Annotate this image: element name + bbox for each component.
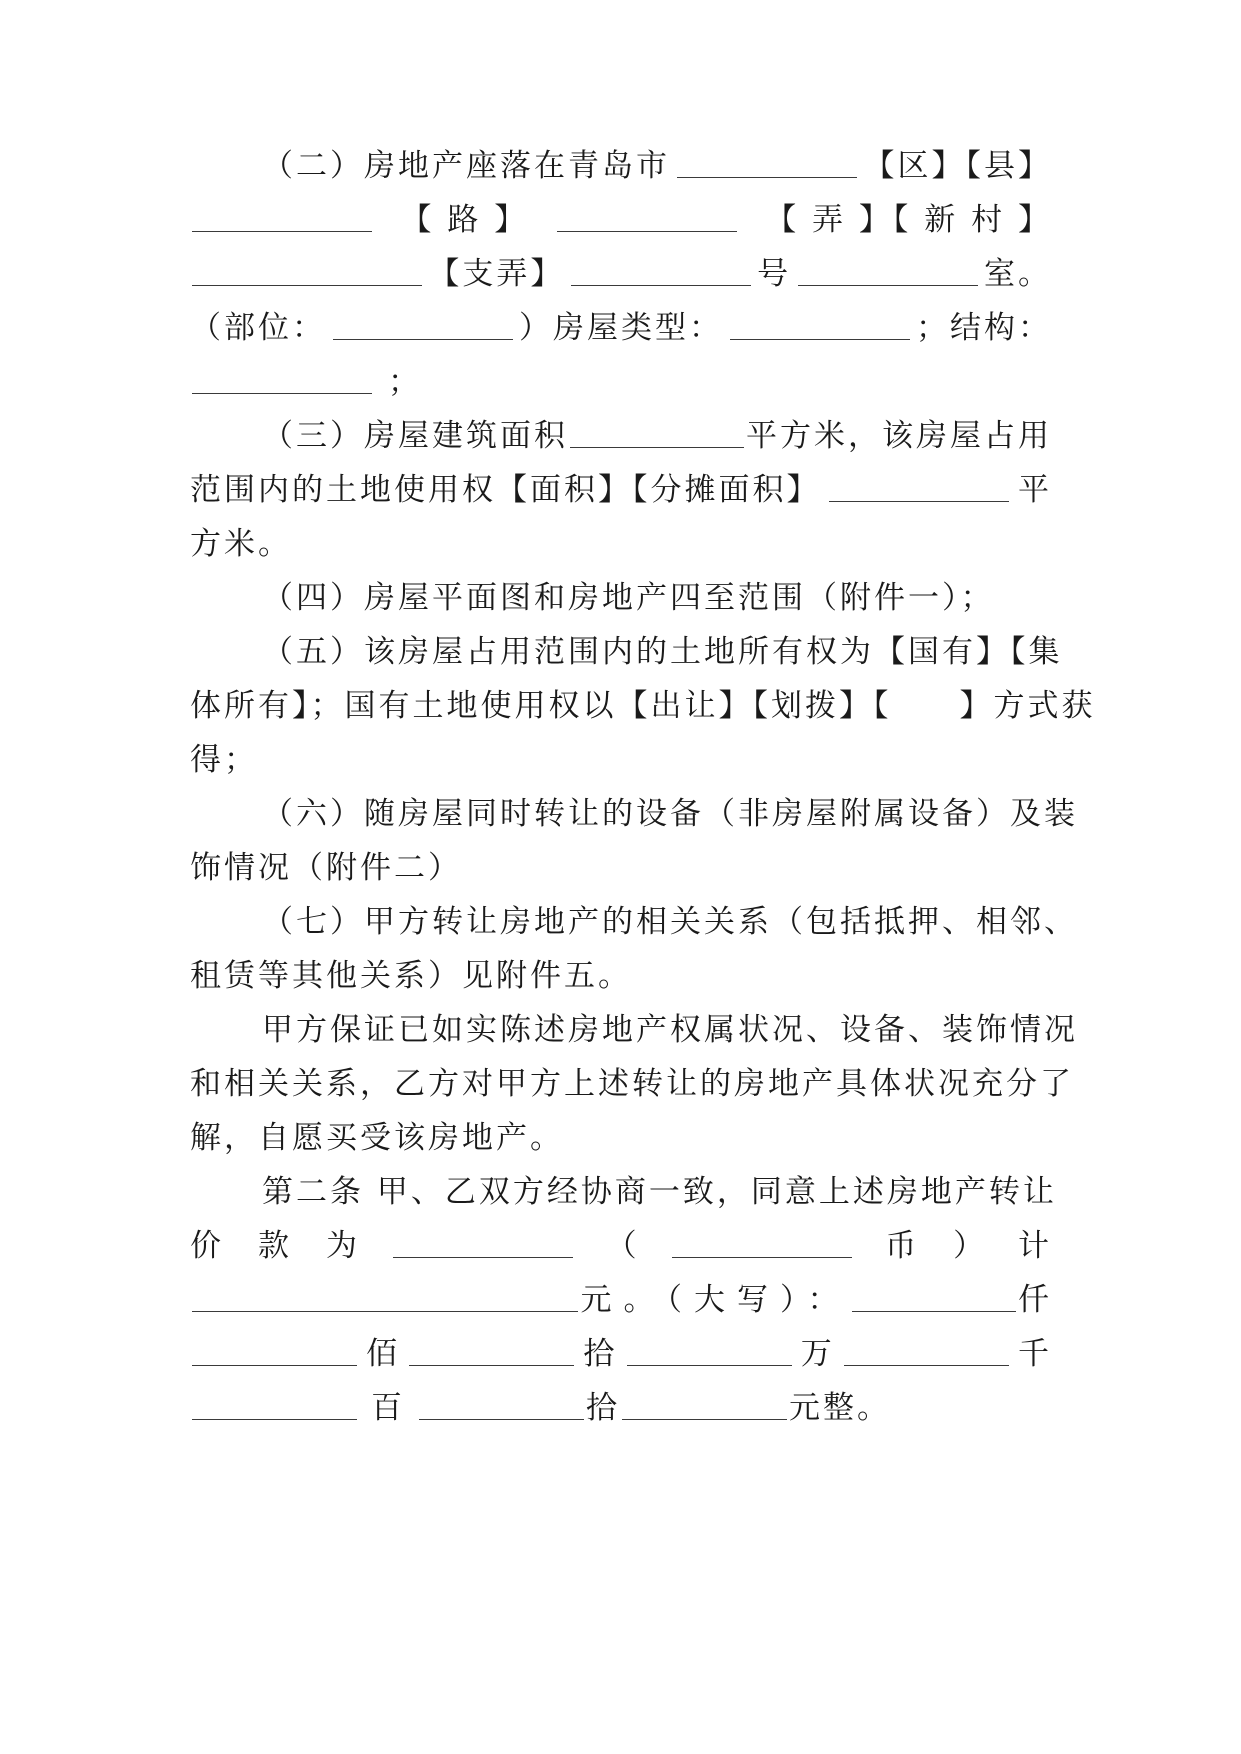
blank-field[interactable] xyxy=(571,255,751,286)
section-5-line-2 xyxy=(190,682,1096,730)
guarantee-line-3 xyxy=(190,1114,1052,1162)
blank-field[interactable] xyxy=(192,1389,357,1420)
text: 元。（大写）： xyxy=(580,1282,851,1318)
blank-field[interactable] xyxy=(829,471,1009,502)
blank-field[interactable] xyxy=(677,147,857,178)
blank-field[interactable] xyxy=(192,255,422,286)
text: 拾 xyxy=(586,1390,620,1426)
blank-field[interactable] xyxy=(192,1335,357,1366)
article-2-line-2 xyxy=(190,1222,1052,1270)
blank-field[interactable] xyxy=(844,1335,1009,1366)
blank-field[interactable] xyxy=(192,363,372,394)
text: 和相关关系，乙方对甲方上述转让的房地产具体状况充分了 xyxy=(190,1066,1074,1102)
blank-field[interactable] xyxy=(192,1281,578,1312)
text: （ xyxy=(605,1228,640,1264)
article-2-line-4 xyxy=(190,1330,1052,1378)
text: （部位： xyxy=(190,310,326,346)
text: 【支弄】 xyxy=(428,256,565,292)
text: 甲方保证已如实陈述房地产权属状况、设备、装饰情况 xyxy=(262,1012,1078,1048)
section-6-line-2 xyxy=(190,844,1052,892)
text: 仟 xyxy=(1018,1282,1052,1318)
text: 百 xyxy=(371,1390,405,1426)
article-2-line-3 xyxy=(190,1276,1052,1324)
article-2-line-1 xyxy=(262,1168,1057,1216)
blank-field[interactable] xyxy=(622,1389,787,1420)
text: 拾 xyxy=(583,1336,618,1372)
text: （四）房屋平面图和房地产四至范围（附件一）； xyxy=(262,580,995,616)
text: 第二条 甲、乙双方经协商一致，同意上述房地产转让 xyxy=(262,1174,1057,1210)
text: 【 弄 】【 新 村 】 xyxy=(765,202,1052,238)
blank-field[interactable] xyxy=(192,201,372,232)
text: 饰情况（附件二） xyxy=(190,850,462,886)
article-2-line-5 xyxy=(190,1384,1052,1432)
text: 平方米，该房屋占用 xyxy=(746,418,1052,454)
blank-field[interactable] xyxy=(557,201,737,232)
section-7-line-1 xyxy=(262,898,1078,946)
blank-field[interactable] xyxy=(419,1389,584,1420)
text: 【 路 】 xyxy=(400,202,529,238)
section-2-line-2 xyxy=(190,196,1052,244)
blank-field[interactable] xyxy=(409,1335,574,1366)
text: （五）该房屋占用范围内的土地所有权为【国有】【集 xyxy=(262,634,1063,670)
blank-field[interactable] xyxy=(852,1281,1016,1312)
section-7-line-2 xyxy=(190,952,1052,1000)
text: 解，自愿买受该房地产。 xyxy=(190,1120,564,1156)
section-3-line-1 xyxy=(262,412,1052,460)
text: 计 xyxy=(1017,1228,1052,1264)
blank-field[interactable] xyxy=(798,255,978,286)
text: 方米。 xyxy=(190,526,292,562)
blank-field[interactable] xyxy=(333,309,513,340)
text: 租赁等其他关系）见附件五。 xyxy=(190,958,632,994)
text: 千 xyxy=(1017,1336,1052,1372)
section-3-line-3 xyxy=(190,520,1052,568)
section-5-line-1 xyxy=(262,628,1063,676)
text: 体所有】；国有土地使用权以【出让】【划拨】【 】方式获 xyxy=(190,688,1096,724)
section-6-line-1 xyxy=(262,790,1078,838)
section-2-line-4 xyxy=(190,304,1052,352)
text: ； xyxy=(388,364,422,400)
text: 万 xyxy=(800,1336,835,1372)
text: 元整。 xyxy=(789,1390,891,1426)
section-2-line-1 xyxy=(262,142,1052,190)
text: 得； xyxy=(190,742,258,778)
text: ；结构： xyxy=(916,310,1052,346)
blank-field[interactable] xyxy=(730,309,910,340)
guarantee-line-1 xyxy=(262,1006,1078,1054)
text: 室。 xyxy=(983,256,1052,292)
section-2-line-3 xyxy=(190,250,1052,298)
blank-field[interactable] xyxy=(672,1227,852,1258)
text: 佰 xyxy=(366,1336,401,1372)
text: 平 xyxy=(1018,472,1052,508)
text: 【区】【县】 xyxy=(863,148,1052,184)
blank-field[interactable] xyxy=(570,417,744,448)
section-2-line-5 xyxy=(190,358,1052,406)
text: （七）甲方转让房地产的相关关系（包括抵押、相邻、 xyxy=(262,904,1078,940)
text: （六）随房屋同时转让的设备（非房屋附属设备）及装 xyxy=(262,796,1078,832)
section-5-line-3 xyxy=(190,736,1052,784)
guarantee-line-2 xyxy=(190,1060,1074,1108)
text: ）房屋类型： xyxy=(519,310,723,346)
text: （二）房地产座落在青岛市 xyxy=(262,148,670,184)
text: （三）房屋建筑面积 xyxy=(262,418,568,454)
text: 币 ） xyxy=(885,1228,988,1264)
text: 范围内的土地使用权【面积】【分摊面积】 xyxy=(190,472,821,508)
section-4 xyxy=(262,574,1052,622)
blank-field[interactable] xyxy=(627,1335,792,1366)
text: 号 xyxy=(757,256,792,292)
text: 价 款 为 xyxy=(190,1228,360,1264)
blank-field[interactable] xyxy=(393,1227,573,1258)
section-3-line-2 xyxy=(190,466,1052,514)
